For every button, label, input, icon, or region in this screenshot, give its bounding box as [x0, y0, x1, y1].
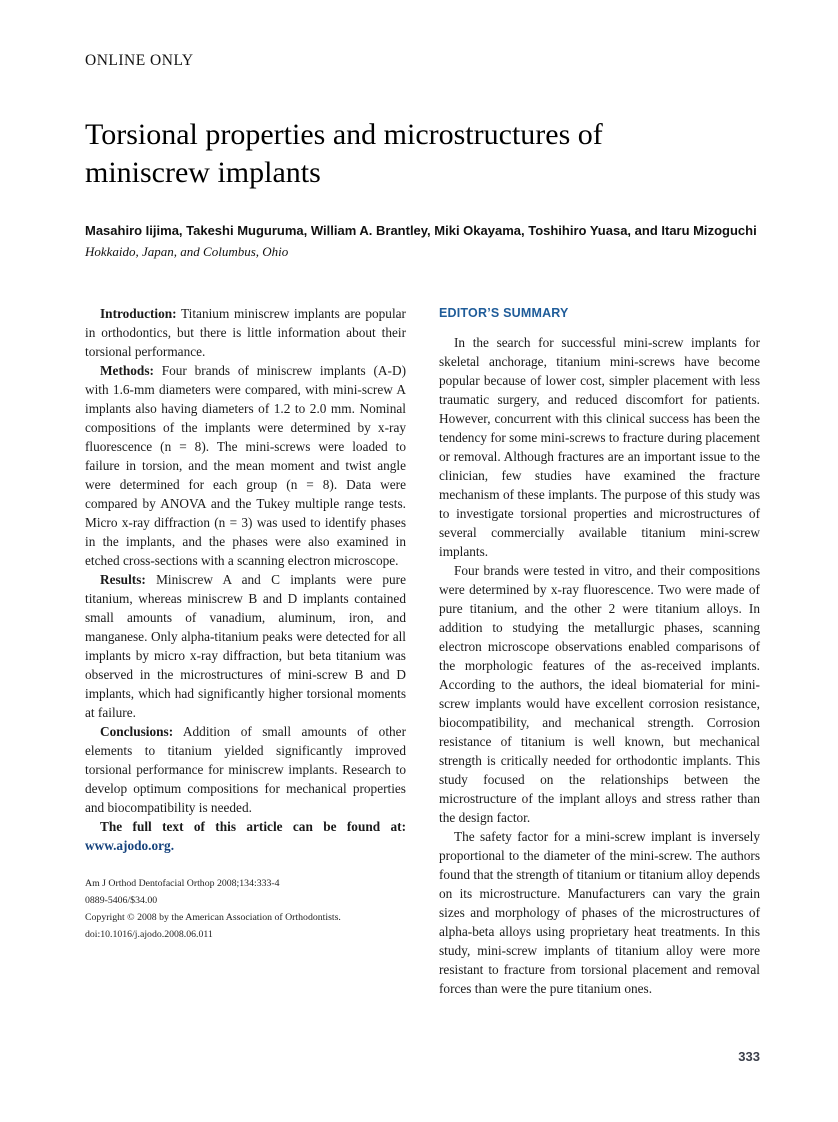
- fulltext-note-text: The full text of this article can be found at:: [100, 819, 406, 834]
- summary-paragraph-1: In the search for successful mini-screw implants for skeletal anchorage, titanium mini-screws have become popular because of lower cost, simpler placement with less traumatic surgery, and reduced discomfort for patients. However, concurrent with this clinical success has been the tendency for some mini-screws to fracture during placement or removal. Although fractures are an important issue to the clinician, few studies have examined the fracture mechanism of these implants. The purpose of this study was to investigate torsional properties and microstructures of several commercially available titanium mini-screw implants.: [439, 335, 760, 559]
- journal-citation-line: Am J Orthod Dentofacial Orthop 2008;134:333-4: [85, 878, 280, 889]
- article-title: Torsional properties and microstructures of miniscrew implants: [85, 118, 603, 189]
- ajodo-link[interactable]: www.ajodo.org.: [85, 838, 175, 853]
- summary-paragraph-2: Four brands were tested in vitro, and their compositions were determined by x-ray fluorescence. Two were made of pure titanium, and the other 2 were titanium alloys. In addition to studying the metallurgic phases, scanning electron microscope observations enabled comparisons of the morphologic features of the as-received implants. According to the authors, the ideal biomaterial for mini-screw implants would have excellent corrosion resistance, biocompatibility, and mechanical strength. Corrosion resistance of titanium is well known, but mechanical strength is critically needed for orthodontic implants. This study focused on the relationships between the microstructure of the implant alloys and stress rather than the design factor.: [439, 563, 760, 825]
- summary-paragraph-3: The safety factor for a mini-screw implant is inversely proportional to the diameter of the mini-screw. The authors found that the strength of titanium or titanium alloy depends on its microstructure. Manufacturers can vary the grain sizes and morphology of phases of the microstructures of alpha-beta alloys using proprietary heat treatments. In this study, mini-screw implants of titanium alloy were more resistant to fracture from torsional placement and removal forces than were the pure titanium ones.: [439, 829, 760, 996]
- online-only-label: ONLINE ONLY: [85, 52, 194, 69]
- introduction-label: Introduction:: [100, 306, 177, 321]
- methods-text: Four brands of miniscrew implants (A-D) with 1.6-mm diameters were compared, with mini-screw A implants also having diameters of 1.2 to 2.0 mm. Nominal compositions of the implants were determined by x-ray fluorescence (n = 8). The mini-screws were loaded to failure in torsion, and the mean moment and twist angle were determined for each group (n = 8). Data were compared by ANOVA and the Tukey multiple range tests. Micro x-ray diffraction (n = 3) was used to identify phases in the implants, and the phases were also examined in etched cross-sections with a scanning electron microscope.: [85, 363, 406, 568]
- author-list: Masahiro Iijima, Takeshi Muguruma, William A. Brantley, Miki Okayama, Toshihiro Yuasa, and Itaru Mizoguchi: [85, 223, 757, 238]
- methods-label: Methods:: [100, 363, 154, 378]
- conclusions-label: Conclusions:: [100, 724, 174, 739]
- copyright-line: Copyright © 2008 by the American Association of Orthodontists.: [85, 912, 341, 923]
- abstract-conclusions: [85, 722, 406, 817]
- citation-block: [85, 875, 406, 943]
- editor-summary-heading: EDITOR’S SUMMARY: [439, 306, 569, 320]
- abstract-column: [85, 304, 406, 998]
- fulltext-note: [85, 817, 406, 855]
- results-label: Results:: [100, 572, 146, 587]
- conclusions-text: Addition of small amounts of other elements to titanium yielded significantly improved torsional performance for miniscrew implants. Research to develop optimum compositions for mechanical properties and biocompatibility is needed.: [85, 724, 406, 815]
- abstract-results: [85, 570, 406, 722]
- introduction-text: Titanium miniscrew implants are popular in orthodontics, but there is little information about their torsional performance.: [85, 306, 406, 359]
- page-number: 333: [738, 1049, 760, 1064]
- editor-summary-column: [439, 304, 760, 998]
- affiliation-line: Hokkaido, Japan, and Columbus, Ohio: [85, 244, 289, 259]
- issn-price-line: 0889-5406/$34.00: [85, 895, 158, 906]
- two-column-body: [85, 304, 760, 998]
- doi-line: doi:10.1016/j.ajodo.2008.06.011: [85, 929, 213, 940]
- abstract-methods: [85, 361, 406, 570]
- results-text: Miniscrew A and C implants were pure titanium, whereas miniscrew B and D implants contained small amounts of vanadium, aluminum, iron, and manganese. Only alpha-titanium peaks were detected for all implants by micro x-ray diffraction, but beta titanium was observed in the microstructures of mini-screw B and D implants, which had significantly higher torsional moments at failure.: [85, 572, 406, 720]
- abstract-introduction: [85, 304, 406, 361]
